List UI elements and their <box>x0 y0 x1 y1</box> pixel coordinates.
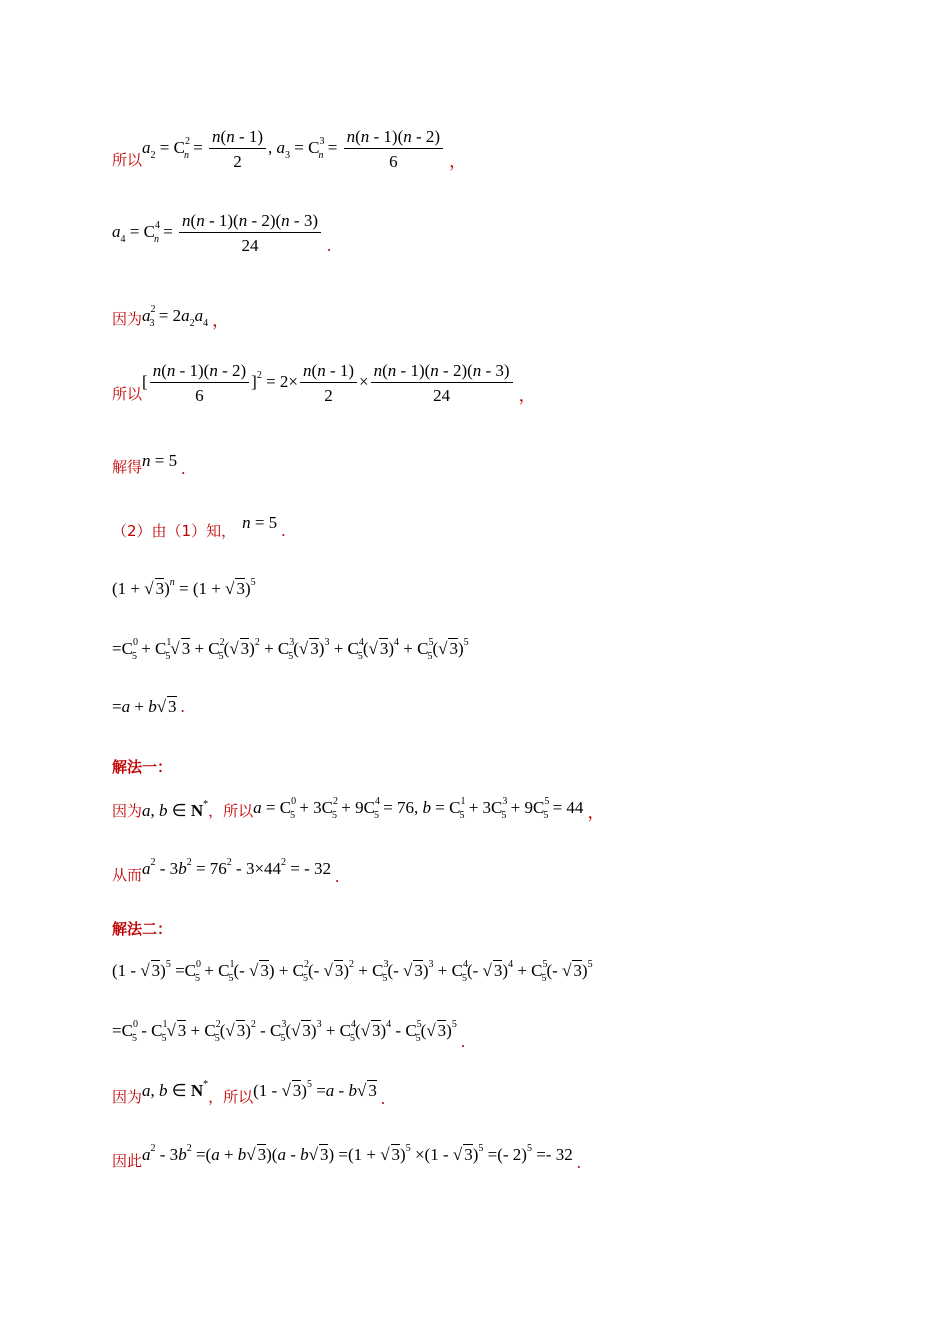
label-yinwei: 因为 <box>112 310 143 328</box>
punct-9: . <box>180 697 185 716</box>
math-a-plus-b-root3: =a + b√ 3 <box>112 697 177 716</box>
math-minus-expansion: (1 - √ $3)^5 =C^0_5 + C^1_5(-$ √ $3) + C^2_5(-$ √ $3)^2 + C^3_5(-$ √ $3)^3 + C^4_5(-$ √ $3)^4 + C^5_5(-$ √ 3)$^5$ <box>112 959 593 984</box>
math-ab-in-N-2: a, b ∈ N* <box>142 1079 209 1100</box>
label-suoyi-4: ，所以 <box>208 1088 254 1106</box>
math-result-2: $a^2 - 3b^2 =(a + b√$ 3)(a - b√ 3) =(1 + √ 3)$^5$ ×(1 - √ 3)$^5$ =(- 2)$^5$ =- 32 <box>142 1143 573 1164</box>
method-1-title: 解法一： <box>112 758 173 776</box>
line-2 <box>112 212 331 254</box>
line-3 <box>112 305 229 329</box>
line-11 <box>112 857 340 886</box>
punct-6: . <box>281 521 286 540</box>
punct-3: ， <box>212 311 230 330</box>
heading-method-2 <box>112 922 172 937</box>
math-minus-expansion-simplified: $=C^0_5 - C^1_5√$ $3 + C^2_5(√$ $3)^2 - C^3_5(√$ $3)^3 + C^4_5(√$ $3)^4 - C^5_5(√$ 3)$^5$ <box>112 1019 457 1044</box>
punct-10: ， <box>587 803 605 822</box>
punct-11: . <box>335 867 340 886</box>
math-equation: [ $\frac{n(n - 1)(n - 2)}{6}$ ]$^2$ = 2× $\frac{n(n - 1)}{2}$ × $\frac{n(n - 1)(n - 2)(n - 3)}{24}$ <box>142 362 515 404</box>
punct-4: ， <box>518 386 536 405</box>
math-n5: n = 5 <box>142 451 178 470</box>
line-4 <box>112 362 536 404</box>
label-suoyi: 所以 <box>112 151 143 169</box>
math-a-b-values: $a = C^0_5 + 3C^2_5 + 9C^4_5 = 76$, $b = C^1_5 + 3C^3_5 + 9C^5_5 = 44$ <box>253 796 584 821</box>
line-15 <box>112 1143 581 1172</box>
line-12 <box>112 960 593 984</box>
label-yinci: 因此 <box>112 1152 143 1170</box>
math-a4: $a_4 = C^4_n$ = $\frac{n(n - 1)(n - 2)(n - 3)}{24}$ <box>112 212 323 254</box>
label-yinwei-2: 因为 <box>112 802 143 820</box>
label-suoyi-3: ，所以 <box>208 802 254 820</box>
math-expansion-start: (1 + √ 3)$^n$ = (1 + √ 3)$^5$ <box>112 577 256 598</box>
line-9 <box>112 698 185 715</box>
line-6 <box>112 513 286 540</box>
label-yinwei-3: 因为 <box>112 1088 143 1106</box>
method-2-title: 解法二： <box>112 920 173 938</box>
label-part2: （2）由（1）知， <box>112 522 237 540</box>
line-5 <box>112 451 186 478</box>
line-13 <box>112 1019 466 1051</box>
line-8 <box>112 638 469 662</box>
label-suoyi-2: 所以 <box>112 385 143 403</box>
punct-5: . <box>181 459 186 478</box>
math-a2-a3: $a_2 = C^2_n$ = $\frac{n(n - 1)}{2}$ , $a_3 = C^3_n$ = $\frac{n(n - 1)(n - 2)}{6}$ <box>142 128 445 170</box>
punct-13: . <box>460 1032 466 1051</box>
math-a-minus-b-root3: (1 - √ 3)$^5$ =a - b√ 3 <box>253 1079 377 1100</box>
label-congér: 从而 <box>112 866 143 884</box>
line-14 <box>112 1079 386 1108</box>
math-result-1: $a^2 - 3b^2 = 76^2 - 3\times 44^2$ = - 32 <box>142 857 332 878</box>
line-10 <box>112 797 604 821</box>
punct-15: . <box>576 1153 581 1172</box>
heading-method-1 <box>112 760 172 775</box>
label-jiede: 解得 <box>112 458 143 476</box>
punct-1: ， <box>449 152 467 171</box>
line-1 <box>112 128 466 170</box>
math-binomial-expansion: $=C^0_5 + C^1_5√$ $3 + C^2_5(√$ $3)^2 + C^3_5(√$ $3)^3 + C^4_5(√$ $3)^4 + C^5_5(√$ 3)$^5$ <box>112 637 469 662</box>
line-7 <box>112 578 256 597</box>
punct-14: . <box>380 1089 386 1108</box>
punct-2: . <box>327 236 332 255</box>
math-condition: $a^2_3 = 2a_2a_4$ <box>142 304 209 329</box>
math-ab-in-N: a, b ∈ N* <box>142 798 209 820</box>
math-n5-b: n = 5 <box>242 513 278 532</box>
